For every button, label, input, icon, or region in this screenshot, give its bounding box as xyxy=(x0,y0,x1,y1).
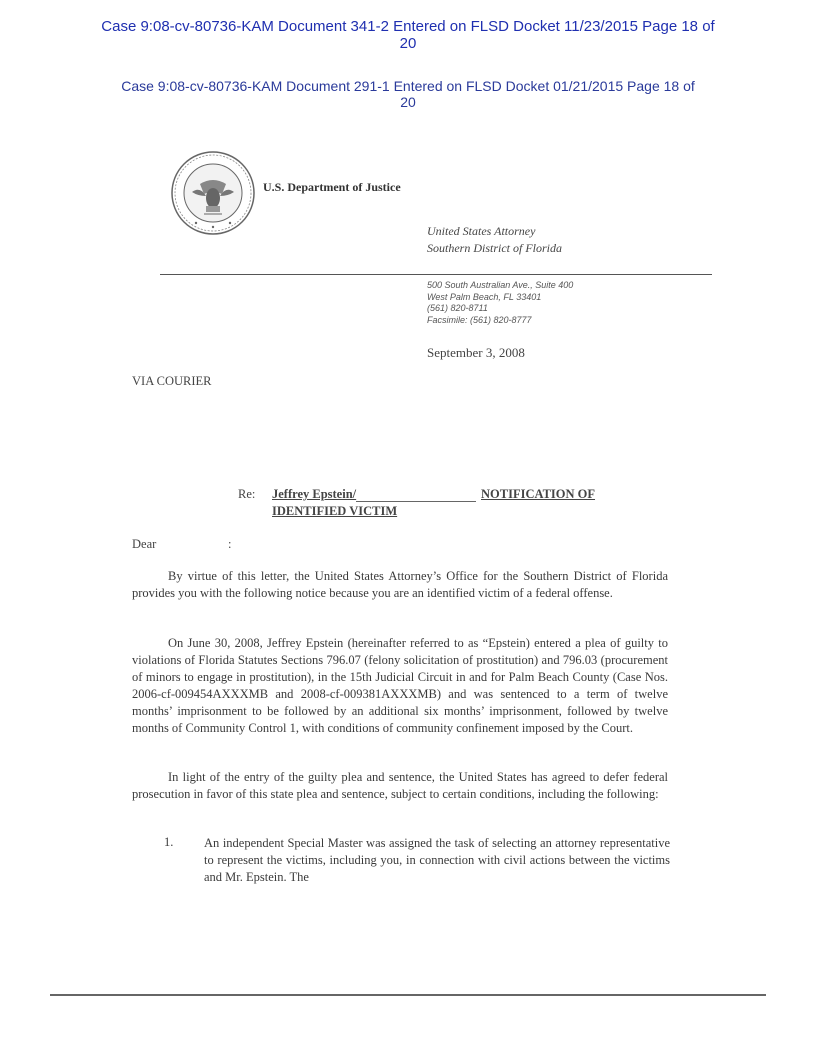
address-city: West Palm Beach, FL 33401 xyxy=(427,291,542,302)
office-block xyxy=(427,223,562,257)
address-phone: (561) 820-8711 xyxy=(427,303,488,313)
list-item-number: 1. xyxy=(164,835,174,849)
filing-header-line2: 20 xyxy=(399,35,417,52)
re-subject-notification: NOTIFICATION OF xyxy=(481,487,596,501)
body-paragraph-2: On June 30, 2008, Jeffrey Epstein (hereinafter referred to as “Epstein) entered a plea of guilty to violations of Florida Statutes Sections 796.07 (felony solicitation of prostitution) and 796.03 (procurement of minors to engage in prostitution), in the 15th Judicial Circuit in and for Palm Beach County (Case Nos. 2006-cf-009454AXXXMB and 2008-cf-009381AXXXMB) and was sentenced to a term of twelve months’ imprisonment to be followed by an additional six months’ imprisonment, followed by twelve months of Community Control 1, with conditions of community confinement imposed by the Court. xyxy=(132,636,668,735)
exhibit-header-line2: 20 xyxy=(400,94,416,110)
agency-name: U.S. Department of Justice xyxy=(263,180,401,194)
delivery-method: VIA COURIER xyxy=(132,374,212,388)
body-paragraph-1: By virtue of this letter, the United States Attorney’s Office for the Southern District of Florida provides you with the following notice because you are an identified victim of a federal offense. xyxy=(132,569,668,600)
address-block xyxy=(427,280,573,326)
exhibit-header xyxy=(0,78,816,110)
re-subject-victim: IDENTIFIED VICTIM xyxy=(272,504,398,518)
exhibit-header-line1: Case 9:08-cv-80736-KAM Document 291-1 Entered on FLSD Docket 01/21/2015 Page 18 of xyxy=(121,78,695,94)
re-subject-name: Jeffrey Epstein/ xyxy=(272,487,357,501)
re-label: Re: xyxy=(238,487,256,501)
letter-date: September 3, 2008 xyxy=(427,345,525,360)
footer-rule xyxy=(50,994,766,996)
office-title: United States Attorney xyxy=(427,224,536,238)
body-paragraph-3: In light of the entry of the guilty plea and sentence, the United States has agreed to defer federal prosecution in favor of this state plea and sentence, subject to certain conditions, including the following: xyxy=(132,770,668,801)
list-item-text: An independent Special Master was assigned the task of selecting an attorney representative to represent the victims, including you, in connection with civil actions between the victims and Mr. Epstein. The xyxy=(204,836,670,884)
filing-header xyxy=(0,18,816,52)
filing-header-line1: Case 9:08-cv-80736-KAM Document 341-2 Entered on FLSD Docket 11/23/2015 Page 18 of xyxy=(101,18,715,35)
address-street: 500 South Australian Ave., Suite 400 xyxy=(427,280,574,290)
letterhead-rule xyxy=(160,274,712,275)
salutation-colon: : xyxy=(228,537,232,551)
re-redacted-underline xyxy=(356,501,476,502)
doj-seal-icon xyxy=(170,150,256,236)
address-fax: Facsimile: (561) 820-8777 xyxy=(427,314,532,325)
office-district: Southern District of Florida xyxy=(427,241,562,255)
salutation: Dear xyxy=(132,537,157,551)
